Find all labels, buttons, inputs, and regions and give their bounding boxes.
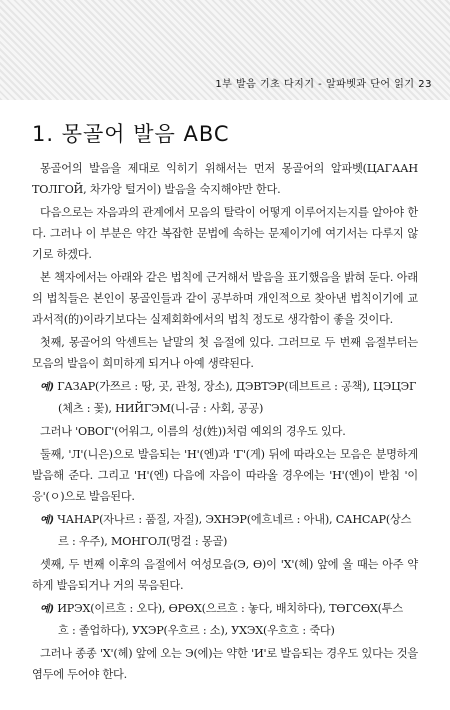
chapter-title: 1. 몽골어 발음 ABC [32, 122, 230, 146]
example-text: ЧАНАР(자나르 : 품질, 자질), ЭХНЭР(에흐네르 : 아내), САНСАР(상스 [57, 513, 412, 526]
paragraph: 셋째, 두 번째 이후의 음절에서 여성모음(Э, Ө)이 'Х'(헤) 앞에 올 때는 아주 약하게 발음되거나 거의 묵음된다. [32, 558, 418, 592]
example-line [32, 598, 418, 620]
example-line-continued: 르 : 우주), МОНГОЛ(멍걸 : 몽골) [58, 535, 228, 548]
paragraph: 다음으로는 자음과의 관계에서 모음의 탈락이 어떻게 이루어지는지를 알아야 한다. 그러나 이 부분은 약간 복잡한 문법에 속하는 문제이기에 여기서는 다루지 않기로 하겠다. [32, 206, 418, 261]
paragraph: 둘째, 'Л'(니은)으로 발음되는 'Н'(엔)과 'Г'(게) 뒤에 따라오는 모음은 분명하게 발음해 준다. 그리고 'Н'(엔) 다음에 자음이 따라올 경우에는 'Н'(엔)이 받침 '이응'(ㅇ)으로 발음된다. [32, 448, 418, 503]
example-mark: 예) [40, 382, 54, 393]
example-mark: 예) [40, 515, 54, 526]
paragraph: 그러나 종종 'Х'(헤) 앞에 오는 Э(에)는 약한 'И'로 발음되는 경우도 있다는 것을 염두에 두어야 한다. [32, 647, 418, 681]
running-header: 1부 발음 기초 다지기 - 알파벳과 단어 읽기 23 [215, 79, 432, 90]
paragraph: 몽골어의 발음을 제대로 익히기 위해서는 먼저 몽골어의 알파벳(ЦАГААН ТОЛГОЙ, 차가앙 털거이) 발음을 숙지해야만 한다. [32, 162, 418, 196]
example-line-continued: 흐 : 졸업하다), УХЭР(우흐르 : 소), УХЭХ(우흐흐 : 죽다) [58, 624, 335, 637]
body-text [32, 158, 418, 687]
example-text: ГАЗАР(가쯔르 : 땅, 곳, 관청, 장소), ДЭВТЭР(데브트르 : 공책), ЦЭЦЭГ [57, 380, 417, 393]
header-band [0, 0, 450, 100]
example-mark: 예) [40, 604, 54, 615]
paragraph: 첫째, 몽골어의 악센트는 낱말의 첫 음절에 있다. 그러므로 두 번째 음절부터는 모음의 발음이 희미하게 되거나 아예 생략된다. [32, 336, 418, 370]
example-text: ИРЭХ(이르흐 : 오다), ӨРӨХ(으르흐 : 놓다, 배치하다), ТӨГСӨХ(투스 [57, 602, 404, 615]
example-line [32, 509, 418, 531]
example-line-continued: (체츠 : 꽃), НИЙГЭМ(니-금 : 사회, 공공) [58, 402, 264, 415]
paragraph: 그러나 'ОВОГ'(어워그, 이름의 성(姓))처럼 예외의 경우도 있다. [40, 425, 346, 438]
example-line [32, 376, 418, 398]
paragraph: 본 책자에서는 아래와 같은 법칙에 근거해서 발음을 표기했음을 밝혀 둔다. 아래의 법칙들은 본인이 몽골인들과 같이 공부하며 개인적으로 찾아낸 법칙이기에 교과서적(的)이라기보다는 실제회화에서의 법칙 정도로 생각함이 좋을 것이다. [32, 271, 418, 326]
